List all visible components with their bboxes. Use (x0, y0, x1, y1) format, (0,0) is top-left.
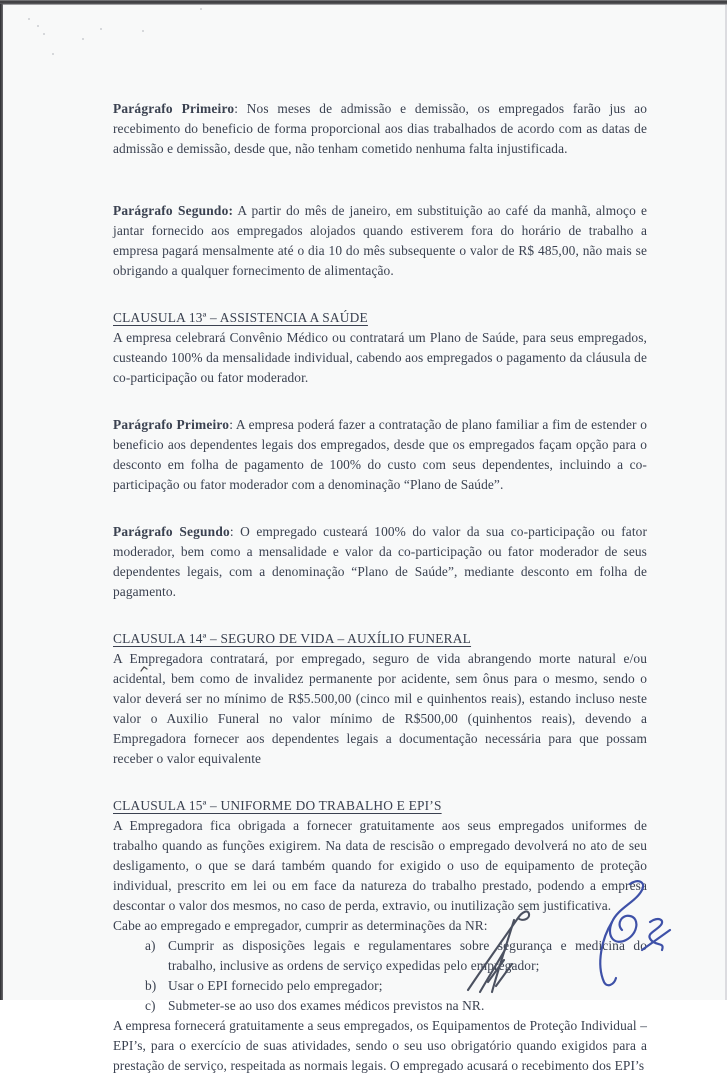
clause-14-body: A Empregadora contratará, por empregado, seguro de vida abrangendo morte natural e/ou acidental, bem como de invalidez permanente por acidente, sem ônus para o mesmo, sendo o valor deverá ser no mínimo de R$5.500,00 (cinco mil e quinhentos reais), estando incluso neste valor o Auxilio Funeral no valor mínimo de R$500,00 (quinhentos reais), devendo a Empregadora fornecer aos dependentes legais a documentação necessária para que possam receber o valor equivalente (113, 651, 647, 766)
paragraph-label: Parágrafo Segundo (113, 524, 230, 539)
paragraph-text: : A empresa poderá fazer a contratação de plano familiar a fim de estender o beneficio aos dependentes legais dos empregados, desde que os empregados façam opção para o desconto em folha de pagamento de 100% do custo com seus dependentes, incluindo a co-participação ou fator moderador com a denominação “Plano de Saúde”. (113, 417, 647, 492)
scan-speckle (28, 18, 30, 20)
scan-speckle (200, 8, 202, 10)
scan-speckle (52, 53, 54, 55)
signature-ink-blue (588, 876, 676, 992)
list-marker: c) (145, 998, 156, 1013)
paragraph-text: A partir do mês de janeiro, em substituição ao café da manhã, almoço e jantar fornecido aos empregados alojados quando estiverem fora do horário de trabalho a empresa pagará mensalmente até o dia 10 do mês subsequente o valor de R$ 485,00, não mais se obrigando a qualquer fornecimento de alimentação. (113, 203, 647, 278)
clause-13-body: A empresa celebrará Convênio Médico ou contratará um Plano de Saúde, para seus empregados, custeando 100% da mensalidade individual, cabendo aos empregados o pagamento da cláusula de co-participação ou fator moderador. (113, 330, 647, 385)
clause-13-paragrafo-segundo (113, 522, 647, 602)
paragraph-label: Parágrafo Segundo: (113, 203, 234, 218)
paragraph-text: : Nos meses de admissão e demissão, os empregados farão jus ao recebimento do beneficio de forma proporcional aos dias trabalhados de acordo com as datas de admissão e demissão, desde que, não tenham cometido nenhuma falta injustificada. (113, 101, 647, 156)
clause-13-heading: CLAUSULA 13ª – ASSISTENCIA A SAÚDE (113, 310, 368, 325)
signature-ink-dark (462, 902, 536, 994)
list-item-text: Usar o EPI fornecido pelo empregador; (168, 978, 383, 993)
paragrafo-segundo-top (113, 201, 647, 281)
paragraph-text: : O empregado custeará 100% do valor da sua co-participação ou fator moderador, bem como a mensalidade e valor da co-participação ou fator moderador de seus dependentes legais, com a denominação “Plano de Saúde”, mediante desconto em folha de pagamento. (113, 524, 648, 599)
list-item-text: Submeter-se ao uso dos exames médicos previstos na NR. (168, 998, 485, 1013)
paragrafo-primeiro-top (113, 99, 647, 159)
clause-14-heading: CLAUSULA 14ª – SEGURO DE VIDA – AUXÍLIO FUNERAL (113, 631, 472, 646)
scan-edge-left (0, 4, 3, 1000)
list-marker: b) (145, 978, 157, 993)
list-item-b (113, 976, 647, 996)
clause-13-paragrafo-primeiro (113, 415, 647, 495)
scan-speckle (142, 30, 144, 32)
paragraph-label: Parágrafo Primeiro (113, 417, 230, 432)
scan-speckle (43, 33, 45, 35)
scan-edge-top (0, 0, 727, 5)
clause-15-body: A Empregadora fica obrigada a fornecer gratuitamente aos seus empregados uniformes de trabalho quando as funções exigirem. Na data de rescisão o empregado devolverá no ato de seu desligamento, o que se dará também quando for exigido o uso de equipamento de proteção individual, prescrito em lei ou em face da natureza do trabalho prestado, podendo a empresa descontar o valor dos mesmos, no caso de perda, extravio, ou inutilização sem justificativa. (113, 818, 647, 913)
list-marker: a) (145, 938, 156, 953)
clause-15-nr-intro: Cabe ao empregado e empregador, cumprir as determinações da NR: (113, 918, 488, 933)
paragraph-label: Parágrafo Primeiro (113, 101, 235, 116)
clause-15-epi-closing: A empresa fornecerá gratuitamente a seus empregados, os Equipamentos de Proteção Individual – EPI’s, para o exercício de suas atividades, sendo o seu uso obrigatório quando exigidos para a prestação de serviço, respeitada as normais legais. O empregado acusará o recebimento dos EPI’s (113, 1018, 647, 1073)
nr-obligations-list (113, 936, 647, 1016)
pencil-mark (140, 666, 148, 672)
scan-speckle (82, 38, 84, 40)
list-item-text: Cumprir as disposições legais e regulamentares sobre segurança e medicina do trabalho, inclusive as ordens de serviço expedidas pelo empregador; (168, 938, 647, 973)
scan-speckle (37, 25, 39, 27)
list-item-a (113, 936, 647, 976)
document-text (113, 99, 647, 1076)
scan-speckle (100, 28, 102, 30)
list-item-c (113, 996, 647, 1016)
clause-15-heading: CLAUSULA 15ª – UNIFORME DO TRABALHO E EPI’S (113, 798, 442, 813)
